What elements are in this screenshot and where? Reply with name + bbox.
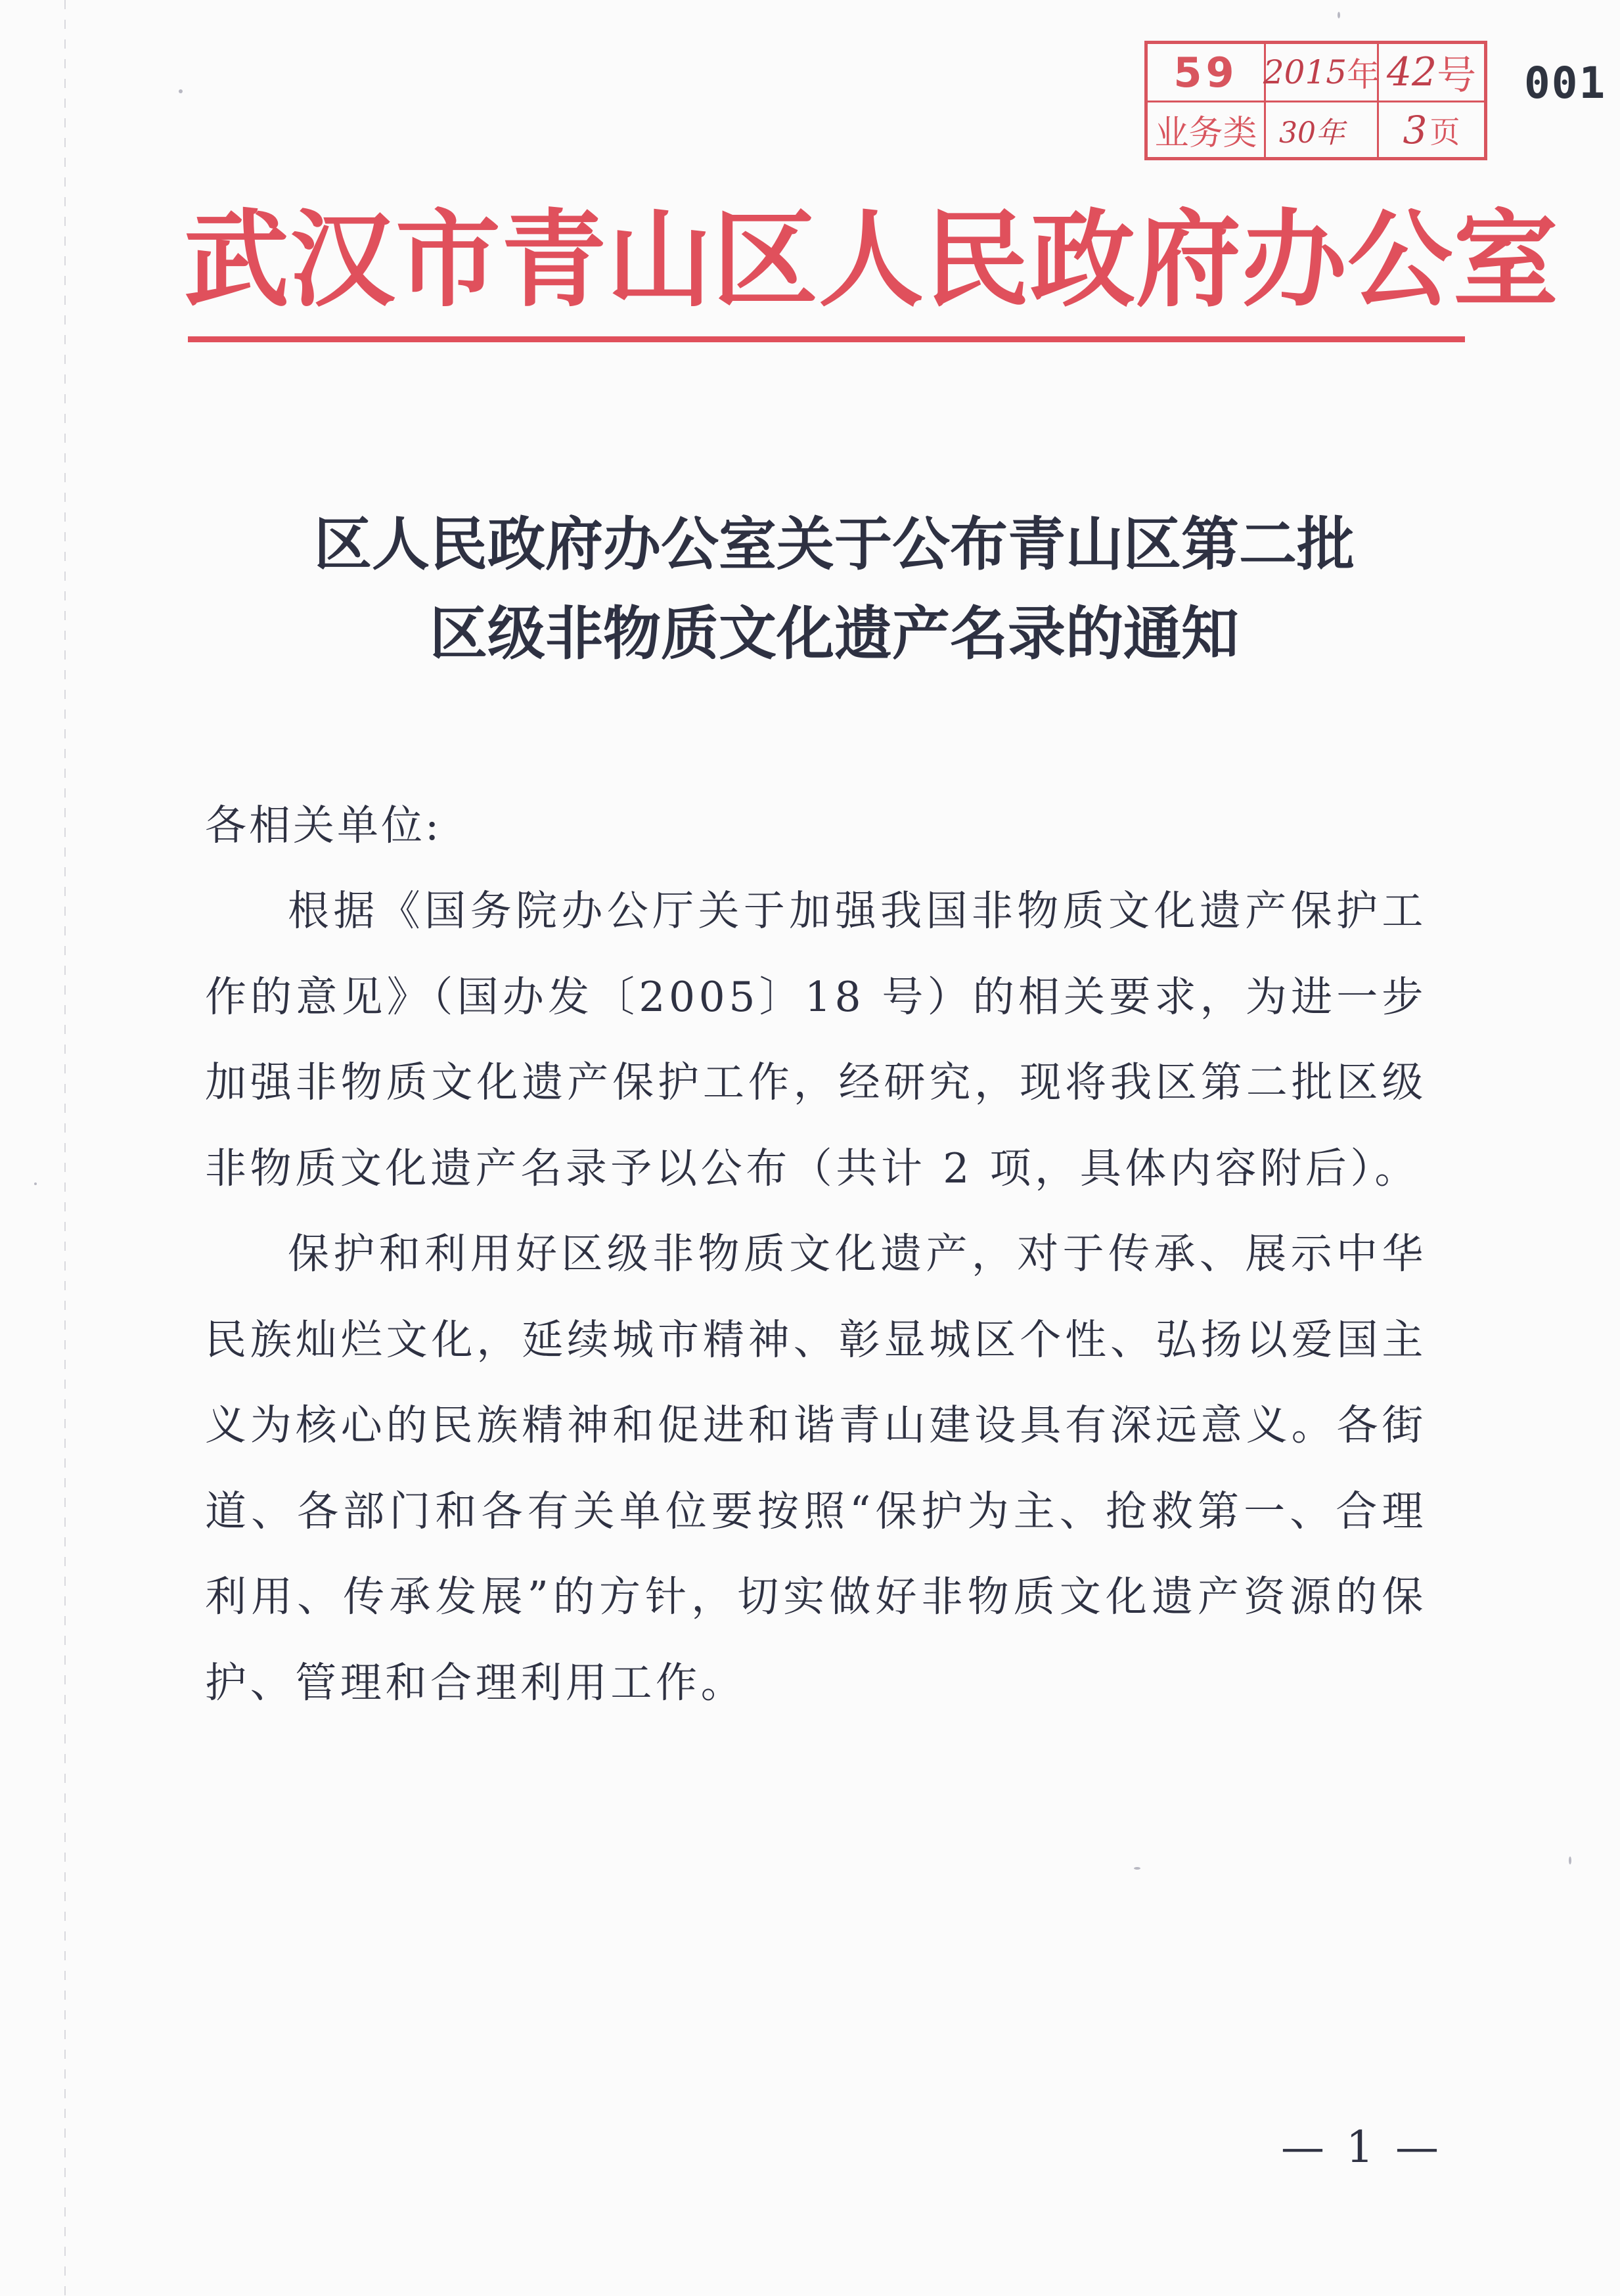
stamp-year-value: 2015 — [1263, 53, 1347, 91]
title-line-2: 区级非物质文化遗产名录的通知 — [429, 599, 1239, 667]
binding-edge-mark — [64, 0, 66, 2296]
stamp-doc-number-value: 42 — [1386, 49, 1437, 95]
scan-speck — [1134, 1867, 1140, 1870]
stamp-retention-period: 30年 — [1266, 102, 1379, 157]
page-number: — 1 — — [1281, 2122, 1443, 2172]
stamp-category-label: 业务类 — [1148, 102, 1266, 157]
stamp-year — [1263, 44, 1380, 102]
body-paragraph-2: 保护和利用好区级非物质文化遗产，对于传承、展示中华民族灿烂文化，延续城市精神、彰显城区个性、弘扬以爱国主义为核心的民族精神和促进和谐青山建设具有深远意义。各街道、各部门和各有关单位要按照“保护为主、抢救第一、合理利用、传承发展”的方针，切实做好非物质文化遗产资源的保护、管理和合理利用工作。 — [205, 1230, 1427, 1707]
title-line-1: 区人民政府办公室关于公布青山区第二批 — [313, 510, 1355, 578]
sequence-number: 001 — [1524, 58, 1607, 108]
letterhead-red-rule — [188, 336, 1465, 342]
document-title — [197, 499, 1472, 678]
salutation: 各相关单位: — [205, 801, 442, 849]
document-body — [205, 783, 1427, 1726]
stamp-year-unit: 年 — [1347, 56, 1380, 94]
stamp-fonds-number: 59 — [1148, 44, 1266, 102]
scan-speck — [1338, 12, 1340, 18]
stamp-page-count-value: 3 — [1403, 107, 1428, 152]
stamp-page-count — [1379, 102, 1484, 157]
archive-stamp — [1144, 41, 1487, 160]
stamp-doc-number-unit: 号 — [1437, 53, 1477, 99]
stamp-page-count-unit: 页 — [1429, 114, 1460, 150]
scan-speck — [1569, 1857, 1571, 1864]
letterhead-issuer: 武汉市青山区人民政府办公室 — [184, 198, 1560, 321]
stamp-doc-number — [1379, 44, 1484, 102]
body-paragraph-1: 根据《国务院办公厅关于加强我国非物质文化遗产保护工作的意见》（国办发〔2005〕18 号）的相关要求，为进一步加强非物质文化遗产保护工作，经研究，现将我区第二批区级非物质文化遗产名录予以公布（共计 2 项，具体内容附后）。 — [205, 887, 1427, 1192]
scan-speck — [34, 1182, 37, 1185]
scan-speck — [179, 89, 183, 93]
